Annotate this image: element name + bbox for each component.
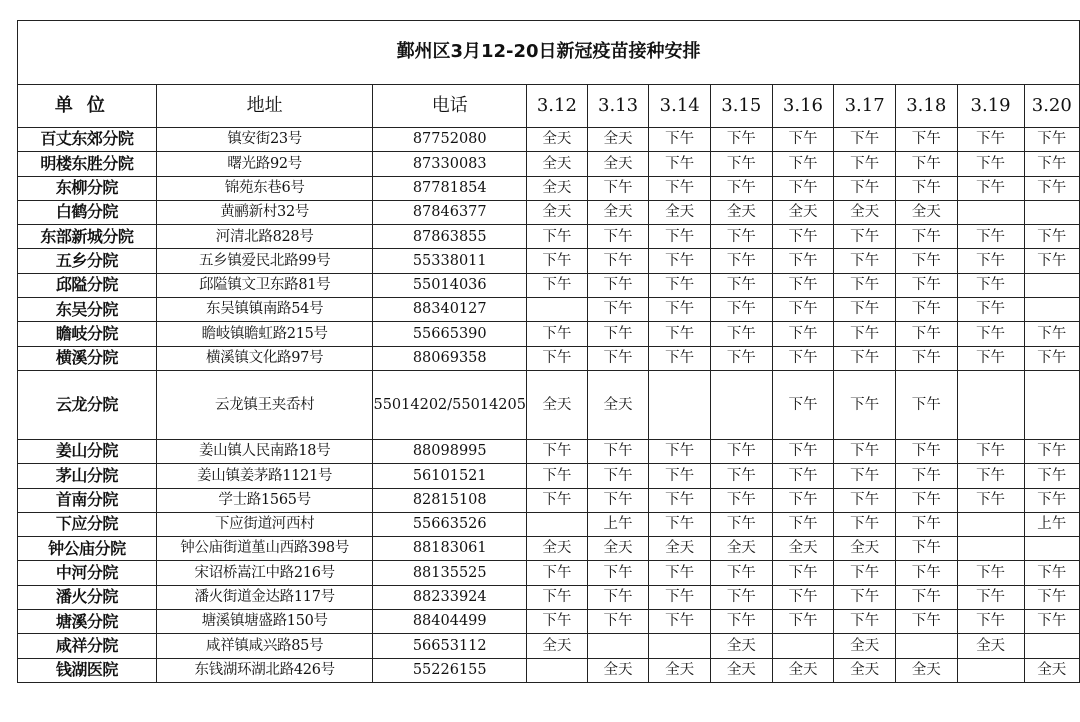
address-cell: 姜山镇人民南路18号 (156, 439, 373, 463)
slot-cell: 下午 (526, 225, 587, 249)
slot-cell (1024, 370, 1079, 439)
slot-cell: 全天 (834, 634, 896, 658)
slot-cell: 下午 (1024, 561, 1079, 585)
slot-cell: 下午 (834, 273, 896, 297)
address-cell: 东吴镇镇南路54号 (156, 298, 373, 322)
slot-cell: 下午 (772, 249, 834, 273)
header-date: 3.12 (526, 85, 587, 128)
slot-cell: 下午 (1024, 346, 1079, 370)
slot-cell: 下午 (895, 346, 957, 370)
slot-cell: 下午 (772, 512, 834, 536)
slot-cell: 下午 (895, 298, 957, 322)
slot-cell: 下午 (895, 176, 957, 200)
slot-cell: 下午 (649, 322, 711, 346)
slot-cell: 全天 (711, 537, 773, 561)
header-date: 3.18 (895, 85, 957, 128)
slot-cell: 下午 (834, 512, 896, 536)
slot-cell (649, 370, 711, 439)
header-date: 3.15 (711, 85, 773, 128)
table-row (18, 176, 1080, 200)
address-cell: 钟公庙街道堇山西路398号 (156, 537, 373, 561)
unit-cell: 五乡分院 (18, 249, 157, 273)
slot-cell: 上午 (587, 512, 649, 536)
slot-cell: 下午 (1024, 249, 1079, 273)
slot-cell (957, 200, 1024, 224)
phone-cell: 88233924 (373, 585, 527, 609)
slot-cell: 下午 (834, 561, 896, 585)
slot-cell: 下午 (587, 346, 649, 370)
slot-cell (587, 634, 649, 658)
slot-cell: 下午 (711, 273, 773, 297)
slot-cell: 下午 (1024, 464, 1079, 488)
slot-cell: 下午 (957, 225, 1024, 249)
slot-cell: 下午 (895, 273, 957, 297)
slot-cell: 全天 (834, 537, 896, 561)
slot-cell: 下午 (895, 585, 957, 609)
slot-cell: 下午 (957, 128, 1024, 152)
slot-cell: 下午 (526, 273, 587, 297)
table-row (18, 346, 1080, 370)
unit-cell: 潘火分院 (18, 585, 157, 609)
slot-cell: 全天 (587, 128, 649, 152)
slot-cell (526, 512, 587, 536)
slot-cell: 下午 (1024, 128, 1079, 152)
slot-cell: 全天 (711, 200, 773, 224)
address-cell: 五乡镇爱民北路99号 (156, 249, 373, 273)
slot-cell: 下午 (895, 512, 957, 536)
table-row (18, 439, 1080, 463)
slot-cell: 下午 (526, 561, 587, 585)
phone-cell: 88404499 (373, 610, 527, 634)
phone-cell: 87781854 (373, 176, 527, 200)
header-date: 3.17 (834, 85, 896, 128)
phone-cell: 88340127 (373, 298, 527, 322)
slot-cell: 下午 (649, 561, 711, 585)
slot-cell: 下午 (772, 610, 834, 634)
table-row (18, 537, 1080, 561)
slot-cell: 下午 (649, 512, 711, 536)
address-cell: 黄鹂新村32号 (156, 200, 373, 224)
slot-cell: 下午 (649, 152, 711, 176)
unit-cell: 首南分院 (18, 488, 157, 512)
table-row (18, 225, 1080, 249)
address-cell: 下应街道河西村 (156, 512, 373, 536)
unit-cell: 东吴分院 (18, 298, 157, 322)
slot-cell: 下午 (957, 464, 1024, 488)
slot-cell: 下午 (957, 439, 1024, 463)
slot-cell: 下午 (649, 610, 711, 634)
unit-cell: 姜山分院 (18, 439, 157, 463)
slot-cell: 下午 (711, 249, 773, 273)
slot-cell: 全天 (587, 200, 649, 224)
table-row (18, 464, 1080, 488)
slot-cell: 全天 (649, 658, 711, 682)
slot-cell: 下午 (711, 488, 773, 512)
address-cell: 姜山镇姜茅路1121号 (156, 464, 373, 488)
slot-cell (1024, 634, 1079, 658)
unit-cell: 白鹤分院 (18, 200, 157, 224)
phone-cell: 88098995 (373, 439, 527, 463)
phone-cell: 55338011 (373, 249, 527, 273)
slot-cell: 下午 (711, 128, 773, 152)
unit-cell: 横溪分院 (18, 346, 157, 370)
phone-cell: 55226155 (373, 658, 527, 682)
slot-cell: 下午 (957, 561, 1024, 585)
slot-cell: 下午 (895, 249, 957, 273)
slot-cell (957, 537, 1024, 561)
slot-cell: 全天 (957, 634, 1024, 658)
slot-cell: 下午 (772, 176, 834, 200)
slot-cell: 下午 (649, 176, 711, 200)
unit-cell: 东柳分院 (18, 176, 157, 200)
slot-cell: 下午 (1024, 322, 1079, 346)
slot-cell: 下午 (895, 561, 957, 585)
slot-cell: 下午 (1024, 439, 1079, 463)
slot-cell: 下午 (772, 561, 834, 585)
slot-cell: 下午 (772, 152, 834, 176)
slot-cell: 下午 (526, 249, 587, 273)
address-cell: 咸祥镇咸兴路85号 (156, 634, 373, 658)
slot-cell (957, 370, 1024, 439)
slot-cell: 下午 (957, 488, 1024, 512)
phone-cell: 55665390 (373, 322, 527, 346)
slot-cell: 全天 (834, 200, 896, 224)
slot-cell: 下午 (711, 322, 773, 346)
slot-cell (711, 370, 773, 439)
slot-cell: 下午 (957, 585, 1024, 609)
slot-cell: 下午 (649, 249, 711, 273)
slot-cell: 下午 (711, 298, 773, 322)
slot-cell: 下午 (895, 464, 957, 488)
phone-cell: 55014036 (373, 273, 527, 297)
slot-cell: 下午 (711, 561, 773, 585)
slot-cell: 下午 (834, 176, 896, 200)
unit-cell: 中河分院 (18, 561, 157, 585)
slot-cell: 下午 (587, 273, 649, 297)
header-address: 地址 (156, 85, 373, 128)
slot-cell: 下午 (957, 152, 1024, 176)
slot-cell: 下午 (526, 464, 587, 488)
table-row (18, 585, 1080, 609)
header-date: 3.14 (649, 85, 711, 128)
slot-cell: 下午 (649, 225, 711, 249)
slot-cell: 下午 (895, 322, 957, 346)
slot-cell: 全天 (834, 658, 896, 682)
slot-cell: 全天 (649, 537, 711, 561)
slot-cell: 下午 (587, 439, 649, 463)
slot-cell: 下午 (711, 439, 773, 463)
slot-cell: 下午 (834, 225, 896, 249)
slot-cell: 下午 (711, 585, 773, 609)
slot-cell: 下午 (772, 225, 834, 249)
header-phone: 电话 (373, 85, 527, 128)
header-row (18, 85, 1080, 128)
header-unit: 单位 (18, 85, 157, 128)
slot-cell (526, 658, 587, 682)
slot-cell: 全天 (526, 176, 587, 200)
slot-cell (1024, 273, 1079, 297)
slot-cell: 下午 (957, 346, 1024, 370)
address-cell: 瞻岐镇瞻虹路215号 (156, 322, 373, 346)
phone-cell: 56101521 (373, 464, 527, 488)
table-row (18, 128, 1080, 152)
slot-cell: 下午 (526, 322, 587, 346)
slot-cell: 下午 (834, 464, 896, 488)
slot-cell: 全天 (772, 658, 834, 682)
phone-cell: 88183061 (373, 537, 527, 561)
slot-cell: 下午 (587, 298, 649, 322)
slot-cell: 下午 (957, 322, 1024, 346)
unit-cell: 钟公庙分院 (18, 537, 157, 561)
address-cell: 邱隘镇文卫东路81号 (156, 273, 373, 297)
slot-cell: 下午 (1024, 585, 1079, 609)
slot-cell: 下午 (772, 298, 834, 322)
address-cell: 曙光路92号 (156, 152, 373, 176)
slot-cell (772, 634, 834, 658)
slot-cell: 下午 (772, 464, 834, 488)
header-date: 3.16 (772, 85, 834, 128)
slot-cell: 下午 (587, 322, 649, 346)
phone-cell: 82815108 (373, 488, 527, 512)
slot-cell: 下午 (526, 585, 587, 609)
slot-cell: 下午 (957, 610, 1024, 634)
slot-cell: 下午 (711, 176, 773, 200)
slot-cell: 全天 (711, 658, 773, 682)
phone-cell: 55663526 (373, 512, 527, 536)
slot-cell: 全天 (526, 200, 587, 224)
slot-cell: 下午 (895, 370, 957, 439)
slot-cell: 下午 (587, 610, 649, 634)
address-cell: 锦苑东巷6号 (156, 176, 373, 200)
slot-cell: 下午 (895, 128, 957, 152)
phone-cell: 87752080 (373, 128, 527, 152)
slot-cell: 下午 (649, 298, 711, 322)
unit-cell: 瞻岐分院 (18, 322, 157, 346)
slot-cell: 下午 (834, 152, 896, 176)
slot-cell: 全天 (711, 634, 773, 658)
unit-cell: 东部新城分院 (18, 225, 157, 249)
slot-cell: 下午 (895, 439, 957, 463)
slot-cell: 全天 (526, 370, 587, 439)
slot-cell: 下午 (1024, 176, 1079, 200)
slot-cell: 下午 (711, 512, 773, 536)
slot-cell: 下午 (772, 488, 834, 512)
unit-cell: 钱湖医院 (18, 658, 157, 682)
slot-cell: 下午 (834, 585, 896, 609)
slot-cell: 下午 (772, 346, 834, 370)
slot-cell: 下午 (587, 176, 649, 200)
slot-cell: 全天 (526, 537, 587, 561)
slot-cell: 下午 (895, 610, 957, 634)
slot-cell: 下午 (895, 488, 957, 512)
slot-cell: 下午 (649, 439, 711, 463)
slot-cell (957, 658, 1024, 682)
slot-cell: 全天 (895, 658, 957, 682)
unit-cell: 邱隘分院 (18, 273, 157, 297)
slot-cell: 下午 (772, 439, 834, 463)
table-row (18, 200, 1080, 224)
slot-cell: 下午 (834, 249, 896, 273)
slot-cell: 下午 (957, 273, 1024, 297)
slot-cell: 全天 (895, 200, 957, 224)
slot-cell: 下午 (834, 346, 896, 370)
table-row (18, 273, 1080, 297)
phone-cell: 88135525 (373, 561, 527, 585)
header-date: 3.20 (1024, 85, 1079, 128)
unit-cell: 塘溪分院 (18, 610, 157, 634)
address-cell: 横溪镇文化路97号 (156, 346, 373, 370)
address-cell: 镇安街23号 (156, 128, 373, 152)
slot-cell: 下午 (772, 273, 834, 297)
slot-cell: 下午 (1024, 152, 1079, 176)
slot-cell: 下午 (895, 152, 957, 176)
slot-cell: 全天 (772, 200, 834, 224)
slot-cell: 下午 (649, 585, 711, 609)
slot-cell: 全天 (526, 634, 587, 658)
slot-cell: 下午 (711, 610, 773, 634)
address-cell: 学士路1565号 (156, 488, 373, 512)
table-row (18, 512, 1080, 536)
phone-cell: 55014202/55014205 (373, 370, 527, 439)
slot-cell: 下午 (526, 346, 587, 370)
unit-cell: 明楼东胜分院 (18, 152, 157, 176)
slot-cell (895, 634, 957, 658)
slot-cell: 下午 (587, 225, 649, 249)
slot-cell: 下午 (834, 439, 896, 463)
slot-cell (526, 298, 587, 322)
table-row (18, 561, 1080, 585)
address-cell: 东钱湖环湖北路426号 (156, 658, 373, 682)
slot-cell: 下午 (587, 464, 649, 488)
slot-cell: 下午 (834, 488, 896, 512)
slot-cell: 全天 (587, 370, 649, 439)
slot-cell: 下午 (587, 488, 649, 512)
table-row (18, 634, 1080, 658)
unit-cell: 茅山分院 (18, 464, 157, 488)
address-cell: 潘火街道金达路117号 (156, 585, 373, 609)
slot-cell: 下午 (526, 488, 587, 512)
slot-cell: 下午 (895, 537, 957, 561)
slot-cell: 下午 (711, 464, 773, 488)
slot-cell: 下午 (649, 273, 711, 297)
slot-cell: 下午 (834, 370, 896, 439)
slot-cell: 下午 (834, 128, 896, 152)
slot-cell: 下午 (649, 346, 711, 370)
slot-cell: 全天 (649, 200, 711, 224)
slot-cell (1024, 537, 1079, 561)
table-body (18, 128, 1080, 683)
phone-cell: 87846377 (373, 200, 527, 224)
unit-cell: 下应分院 (18, 512, 157, 536)
slot-cell: 下午 (587, 585, 649, 609)
slot-cell: 下午 (957, 176, 1024, 200)
slot-cell: 全天 (772, 537, 834, 561)
slot-cell: 下午 (834, 298, 896, 322)
table-row (18, 488, 1080, 512)
table-row (18, 322, 1080, 346)
address-cell: 塘溪镇塘盛路150号 (156, 610, 373, 634)
slot-cell: 全天 (1024, 658, 1079, 682)
address-cell: 云龙镇王夹岙村 (156, 370, 373, 439)
slot-cell: 下午 (711, 346, 773, 370)
slot-cell: 下午 (649, 464, 711, 488)
unit-cell: 咸祥分院 (18, 634, 157, 658)
slot-cell: 全天 (587, 152, 649, 176)
slot-cell: 下午 (957, 298, 1024, 322)
table-row (18, 298, 1080, 322)
table-title: 鄞州区3月12-20日新冠疫苗接种安排 (18, 21, 1080, 85)
table-row (18, 370, 1080, 439)
slot-cell: 全天 (526, 128, 587, 152)
phone-cell: 87863855 (373, 225, 527, 249)
slot-cell: 下午 (526, 439, 587, 463)
table-row (18, 658, 1080, 682)
slot-cell: 下午 (649, 488, 711, 512)
header-date: 3.19 (957, 85, 1024, 128)
address-cell: 宋诏桥嵩江中路216号 (156, 561, 373, 585)
slot-cell: 下午 (587, 249, 649, 273)
table-row (18, 249, 1080, 273)
slot-cell: 下午 (772, 585, 834, 609)
slot-cell: 下午 (711, 225, 773, 249)
slot-cell: 下午 (526, 610, 587, 634)
slot-cell (957, 512, 1024, 536)
slot-cell (649, 634, 711, 658)
slot-cell: 下午 (649, 128, 711, 152)
phone-cell: 56653112 (373, 634, 527, 658)
slot-cell: 下午 (772, 128, 834, 152)
unit-cell: 百丈东郊分院 (18, 128, 157, 152)
slot-cell: 下午 (587, 561, 649, 585)
slot-cell: 下午 (1024, 225, 1079, 249)
slot-cell (1024, 298, 1079, 322)
address-cell: 河清北路828号 (156, 225, 373, 249)
table-row (18, 610, 1080, 634)
slot-cell: 上午 (1024, 512, 1079, 536)
slot-cell (1024, 200, 1079, 224)
slot-cell: 下午 (834, 610, 896, 634)
slot-cell: 下午 (711, 152, 773, 176)
slot-cell: 下午 (1024, 610, 1079, 634)
slot-cell: 下午 (834, 322, 896, 346)
table-row (18, 152, 1080, 176)
slot-cell: 全天 (587, 537, 649, 561)
slot-cell: 下午 (1024, 488, 1079, 512)
slot-cell: 全天 (587, 658, 649, 682)
slot-cell: 全天 (526, 152, 587, 176)
slot-cell: 下午 (957, 249, 1024, 273)
slot-cell: 下午 (772, 322, 834, 346)
vaccination-schedule-table (17, 20, 1080, 683)
phone-cell: 87330083 (373, 152, 527, 176)
phone-cell: 88069358 (373, 346, 527, 370)
slot-cell: 下午 (895, 225, 957, 249)
unit-cell: 云龙分院 (18, 370, 157, 439)
header-date: 3.13 (587, 85, 649, 128)
slot-cell: 下午 (772, 370, 834, 439)
